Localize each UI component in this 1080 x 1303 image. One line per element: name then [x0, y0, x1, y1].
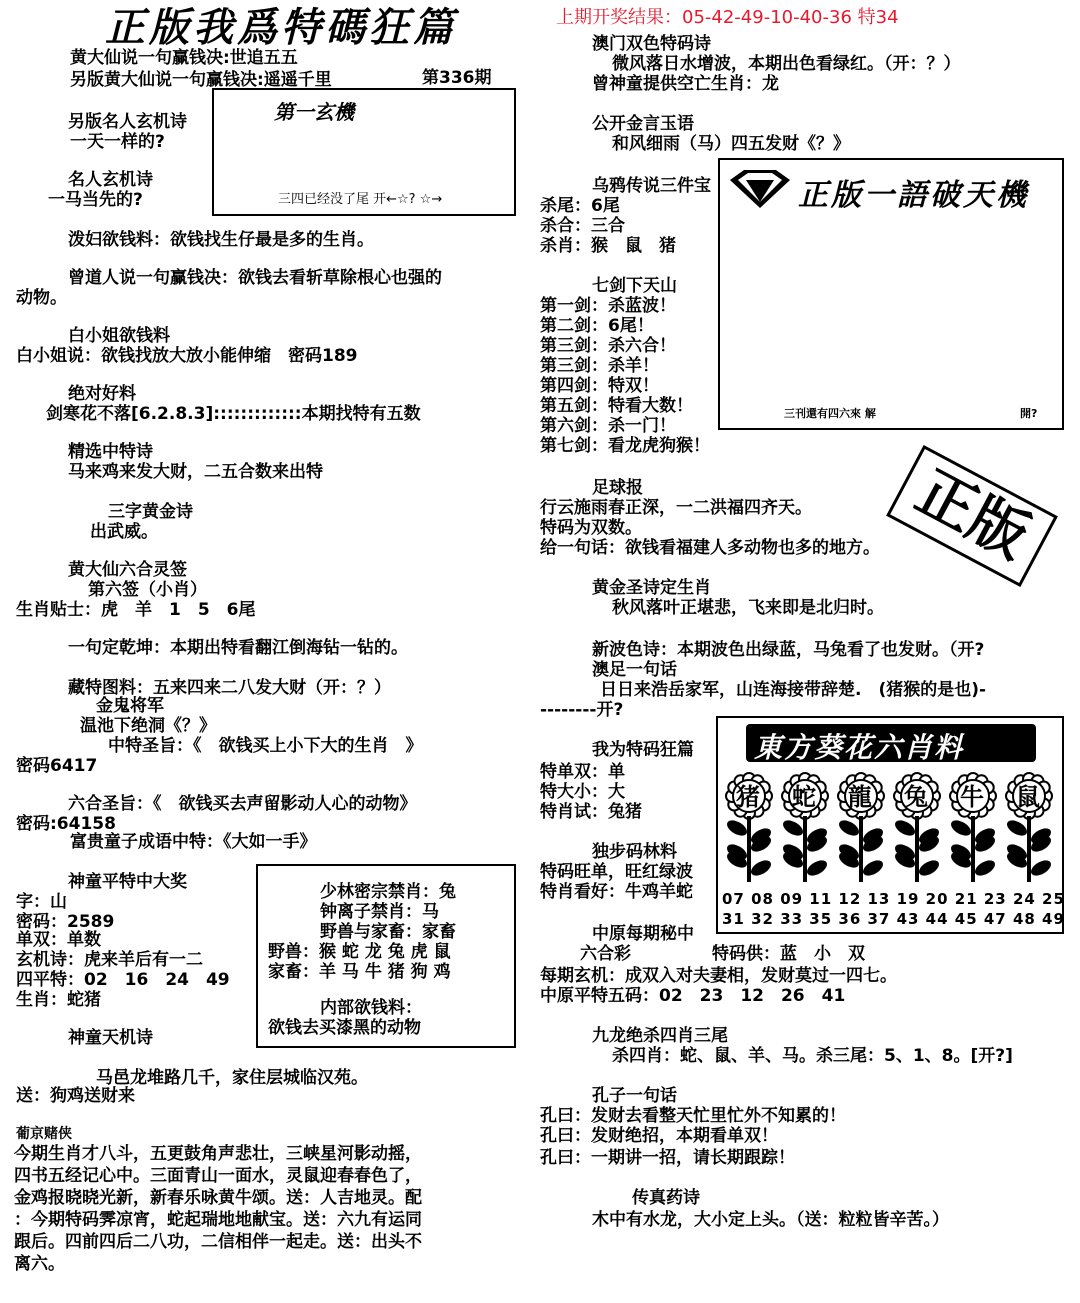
genuine-stamp: 正版: [886, 445, 1058, 587]
animal-label: 蛇: [792, 783, 816, 811]
text-line: 第七剑：看龙虎狗猴！: [540, 436, 710, 456]
text-line: 新波色诗：本期波色出绿蓝，马兔看了也发财。（开?: [592, 640, 985, 660]
text-line: 第四剑：特双！: [540, 376, 659, 396]
text-line: 金鸡报晓晓光新，新春乐咏黄牛颂。送：人吉地灵。配: [14, 1188, 422, 1208]
text-line: 第五剑：特看大数！: [540, 396, 693, 416]
text-line: 生肖贴士：虎 羊 1 5 6尾: [16, 600, 256, 620]
text-line: 送：狗鸡送财来: [16, 1086, 135, 1106]
mystic-box-title: 第一玄機: [274, 100, 354, 124]
text-line: 第三剑：杀六合！: [540, 336, 676, 356]
text-line: 马来鸡来发大财，二五合数来出特: [68, 462, 323, 482]
text-line: 四平特：02 16 24 49: [16, 970, 230, 990]
text-line: 黄金圣诗定生肖: [592, 578, 711, 598]
text-line: 今期生肖才八斗，五更鼓角声悲壮，三峡星河影动摇，: [14, 1144, 422, 1164]
text-line: 钟离子禁肖：马: [320, 902, 439, 922]
oracle-box-title: 正版一語破天機: [798, 178, 1029, 213]
animal-label: 牛: [960, 783, 984, 811]
text-line: 三字黄金诗: [108, 502, 193, 522]
text-line: 中特圣旨：《 欲钱买上小下大的生肖 》: [108, 736, 423, 756]
oracle-box-footer-right: 開?: [1020, 407, 1038, 420]
text-line: 和风细雨（马）四五发财《？》: [612, 134, 850, 154]
text-line: 第二剑：6尾！: [540, 316, 654, 336]
text-line: 给一句话：欲钱看福建人多动物也多的地方。: [540, 538, 880, 558]
last-result: 上期开奖结果：05-42-49-10-40-36 特34: [556, 7, 899, 28]
text-line: 一马当先的?: [48, 190, 143, 210]
text-line: 孔曰：发财绝招，本期看单双！: [540, 1126, 778, 1146]
text-line: 密码6417: [16, 756, 98, 776]
issue-number: 第336期: [422, 68, 492, 88]
text-line: 精选中特诗: [68, 442, 153, 462]
text-line: 跟后。四前四后二八功，二信相伴一起走。送：出头不: [14, 1232, 422, 1252]
text-line: 第六剑：杀一门！: [540, 416, 676, 436]
text-line: 特肖看好：牛鸡羊蛇: [540, 882, 693, 902]
text-line: 绝对好料: [68, 384, 136, 404]
text-line: 曾道人说一句赢钱决：欲钱去看斩草除根心也强的: [68, 268, 442, 288]
text-line: 出武威。: [90, 522, 158, 542]
text-line: 玄机诗：虎来羊后有一二: [16, 950, 203, 970]
text-line: 动物。: [16, 288, 67, 308]
text-line: 特肖试：兔猪: [540, 802, 642, 822]
text-line: 公开金言玉语: [592, 114, 694, 134]
text-line: 特码为双数。: [540, 518, 642, 538]
text-line: 七剑下天山: [592, 276, 677, 296]
text-line: 白小姐说：欲钱找放大放小能伸缩 密码189: [16, 346, 358, 366]
text-line: 金鬼将军: [96, 696, 164, 716]
animal-label: 猪: [736, 783, 760, 811]
text-line: 一句定乾坤：本期出特看翻江倒海钻一钻的。: [68, 638, 408, 658]
text-line: 黄大仙说一句赢钱决:世追五五: [70, 48, 298, 68]
animal-label: 鼠: [1016, 783, 1040, 811]
text-line: 微风落日水增波，本期出色看绿红。（开：？）: [612, 54, 961, 74]
text-line: 欲钱去买漆黑的动物: [268, 1018, 421, 1038]
text-line: 少林密宗禁肖：兔: [320, 882, 456, 902]
zodiac-box: [256, 864, 516, 1048]
text-line: 杀尾：6尾: [540, 196, 620, 216]
text-line: 日日来浩岳家军，山连海接带辞楚. (猪猴的是也)-: [600, 680, 987, 700]
text-line: 富贵童子成语中特：《大如一手》: [70, 832, 317, 852]
text-line: 木中有水龙，大小定上头。（送：粒粒皆辛苦。）: [592, 1210, 949, 1230]
text-line: 名人玄机诗: [68, 170, 153, 190]
text-line: 剑寒花不落[6.2.8.3]:::::::::::::本期找特有五数: [46, 404, 421, 424]
text-line: 密码:64158: [16, 814, 116, 834]
text-line: 一天一样的?: [70, 132, 165, 152]
number-row: 31 32 33 35 36 37 43 44 45 47 48 49: [722, 910, 1065, 928]
text-line: 特码旺单，旺红绿波: [540, 862, 693, 882]
mystic-box-text: 三四已经没了尾 开←☆? ☆→: [278, 192, 443, 207]
text-line: 离六。: [14, 1254, 65, 1274]
text-line: 孔曰：一期讲一招，请长期跟踪！: [540, 1148, 795, 1168]
text-line: ：今期特码霁凉宵，蛇起瑞地地献宝。送：六九有运同: [14, 1210, 422, 1230]
text-line: 黄大仙六合灵签: [68, 560, 187, 580]
text-line: 独步码林料: [592, 842, 677, 862]
number-row: 07 08 09 11 12 13 19 20 21 23 24 25: [722, 890, 1065, 908]
animal-label: 兔: [904, 783, 928, 811]
text-line: 另版黄大仙说一句赢钱决:遥遥千里: [70, 70, 332, 90]
text-line: 曾神童提供空亡生肖：龙: [592, 74, 779, 94]
oracle-box: [718, 158, 1064, 430]
sunflower-box: [716, 716, 1064, 934]
text-line: --------开?: [540, 700, 624, 720]
oracle-box-footer: 三刊還有四六來 解: [784, 407, 876, 420]
text-line: 特码供：蓝 小 双: [712, 944, 865, 964]
text-line: 野兽：猴 蛇 龙 兔 虎 鼠: [268, 942, 451, 962]
text-line: 葡京赌侠: [16, 1126, 72, 1142]
text-line: 杀四肖：蛇、鼠、羊、马。杀三尾：5、1、8。[开?]: [612, 1046, 1013, 1066]
text-line: 中原平特五码：02 23 12 26 41: [540, 986, 846, 1006]
text-line: 乌鸦传说三件宝: [592, 176, 711, 196]
text-line: 特单双：单: [540, 762, 625, 782]
text-line: 第一剑：杀蓝波！: [540, 296, 676, 316]
text-line: 四书五经记心中。三面青山一面水，灵鼠迎春春色了，: [14, 1166, 422, 1186]
text-line: 行云施雨春正深，一二洪福四齐天。: [540, 498, 812, 518]
text-line: 传真药诗: [632, 1188, 700, 1208]
text-line: 特大小：大: [540, 782, 625, 802]
diamond-icon: [726, 166, 794, 210]
text-line: 神童天机诗: [68, 1028, 153, 1048]
text-line: 另版名人玄机诗: [68, 112, 187, 132]
text-line: 我为特码狂篇: [592, 740, 694, 760]
text-line: 神童平特中大奖: [68, 872, 187, 892]
text-line: 家畜：羊 马 牛 猪 狗 鸡: [268, 962, 451, 982]
text-line: 第三剑：杀羊！: [540, 356, 659, 376]
text-line: 足球报: [592, 478, 643, 498]
text-line: 澳门双色特码诗: [592, 34, 711, 54]
text-line: 孔子一句话: [592, 1086, 677, 1106]
text-line: 生肖：蛇猪: [16, 990, 101, 1010]
text-line: 每期玄机：成双入对夫妻相，发财莫过一四七。: [540, 966, 897, 986]
text-line: 澳足一句话: [592, 660, 677, 680]
text-line: 字：山: [16, 892, 67, 912]
text-line: 藏特图料：五来四来二八发大财（开：？）: [68, 678, 391, 698]
text-line: 第六签（小肖）: [88, 580, 207, 600]
text-line: 六合彩: [580, 944, 631, 964]
text-line: 马邑龙堆路几千，家住层城临汉苑。: [96, 1068, 368, 1088]
text-line: 杀合：三合: [540, 216, 625, 236]
text-line: 野兽与家畜：家畜: [320, 922, 456, 942]
page-title: 正版我爲特碼狂篇: [105, 5, 457, 51]
animal-label: 龍: [848, 783, 872, 811]
text-line: 六合圣旨：《 欲钱买去声留影动人心的动物》: [68, 794, 417, 814]
text-line: 密码：2589: [16, 912, 115, 932]
text-line: 白小姐欲钱料: [68, 326, 170, 346]
text-line: 中原每期秘中: [592, 924, 694, 944]
text-line: 温池下绝洞《？》: [80, 716, 216, 736]
text-line: 九龙绝杀四肖三尾: [592, 1026, 728, 1046]
sunflower-box-title: 東方葵花六肖料: [754, 731, 965, 764]
text-line: 单双：单数: [16, 930, 101, 950]
mystic-box: [212, 88, 516, 216]
text-line: 秋风落叶正堪悲，飞来即是北归时。: [612, 598, 884, 618]
text-line: 泼妇欲钱料：欲钱找生仔最是多的生肖。: [68, 230, 374, 250]
text-line: 内部欲钱料：: [320, 998, 422, 1018]
text-line: 孔曰：发财去看整天忙里忙外不知累的！: [540, 1106, 846, 1126]
text-line: 杀肖：猴 鼠 猪: [540, 236, 676, 256]
